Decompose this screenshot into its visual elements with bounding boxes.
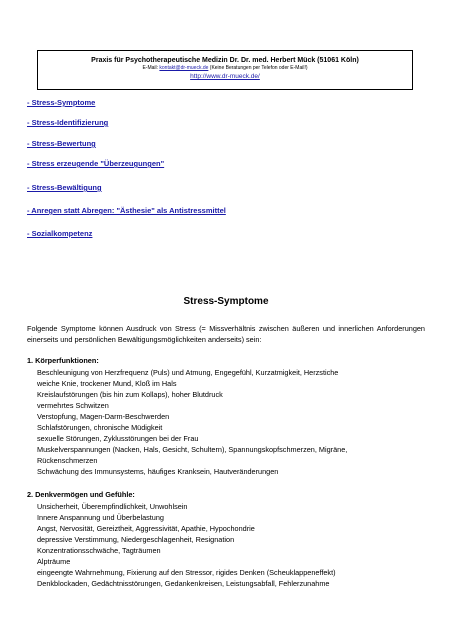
toc-link-ueberzeugungen[interactable]: - Stress erzeugende "Überzeugungen" bbox=[27, 159, 165, 168]
symptom-list-koerper bbox=[37, 367, 427, 477]
list-item: Alpträume bbox=[37, 557, 71, 566]
list-item: Beschleunigung von Herzfrequenz (Puls) und Atmung, Engegefühl, Kurzatmigkeit, Herzstiche bbox=[37, 368, 339, 377]
toc-link-stress-bewaeltigung[interactable]: - Stress-Bewältigung bbox=[27, 183, 102, 192]
list-item: eingeengte Wahrnehmung, Fixierung auf den Stressor, rigides Denken (Scheuklappeneffekt) bbox=[37, 568, 336, 577]
list-item: weiche Knie, trockener Mund, Kloß im Hals bbox=[37, 379, 177, 388]
email-note: (Keine Beratungen per Telefon oder E-Mail!) bbox=[208, 65, 308, 71]
group-heading-denkvermoegen: 2. Denkvermögen und Gefühle: bbox=[27, 490, 135, 499]
toc-link-stress-symptome[interactable]: - Stress-Symptome bbox=[27, 98, 96, 107]
list-item: Denkblockaden, Gedächtnisstörungen, Gedankenkreisen, Leistungsabfall, Fehlerzunahme bbox=[37, 579, 330, 588]
list-item: sexuelle Störungen, Zyklusstörungen bei der Frau bbox=[37, 434, 199, 443]
list-item: depressive Verstimmung, Niedergeschlagenheit, Resignation bbox=[37, 535, 235, 544]
section-title: Stress-Symptome bbox=[183, 296, 269, 307]
toc-link-stress-bewertung[interactable]: - Stress-Bewertung bbox=[27, 139, 96, 148]
list-item: Konzentrationsschwäche, Tagträumen bbox=[37, 546, 161, 555]
list-item: Muskelverspannungen (Nacken, Hals, Gesicht, Schultern), Spannungskopfschmerzen, Migräne, bbox=[37, 445, 348, 454]
list-item: Innere Anspannung und Überbelastung bbox=[37, 513, 164, 522]
email-link[interactable]: kontakt@dr-mueck.de bbox=[159, 65, 209, 71]
toc-link-stress-identifizierung[interactable]: - Stress-Identifizierung bbox=[27, 118, 109, 127]
group-heading-koerperfunktionen: 1. Körperfunktionen: bbox=[27, 356, 99, 365]
website-link[interactable]: http://www.dr-mueck.de/ bbox=[190, 73, 260, 80]
list-item: Schwächung des Immunsystems, häufiges Kranksein, Hautveränderungen bbox=[37, 467, 279, 476]
contact-line bbox=[38, 65, 412, 72]
list-item: Kreislaufstörungen (bis hin zum Kollaps), hoher Blutdruck bbox=[37, 390, 223, 399]
list-item: Verstopfung, Magen-Darm-Beschwerden bbox=[37, 412, 170, 421]
list-item: vermehrtes Schwitzen bbox=[37, 401, 109, 410]
toc-link-sozialkompetenz[interactable]: - Sozialkompetenz bbox=[27, 229, 93, 238]
list-item: Rückenschmerzen bbox=[37, 456, 98, 465]
intro-paragraph: Folgende Symptome können Ausdruck von Stress (= Missverhältnis zwischen äußeren und innerlichen Anforderungen einerseits und persönlichen Bewältigungsmöglichkeiten anderseits) sein: bbox=[27, 324, 425, 344]
list-item: Schlafstörungen, chronische Müdigkeit bbox=[37, 423, 163, 432]
list-item: Angst, Nervosität, Gereiztheit, Aggressivität, Apathie, Hypochondrie bbox=[37, 524, 255, 533]
symptom-list-denken bbox=[37, 501, 427, 589]
practice-title: Praxis für Psychotherapeutische Medizin Dr. Dr. med. Herbert Mück (51061 Köln) bbox=[91, 57, 359, 64]
email-prefix: E-Mail: bbox=[142, 65, 160, 71]
practice-header bbox=[37, 50, 413, 90]
toc-link-aesthesie[interactable]: - Anregen statt Abregen: "Ästhesie" als Antistressmittel bbox=[27, 206, 226, 215]
list-item: Unsicherheit, Überempfindlichkeit, Unwohlsein bbox=[37, 502, 188, 511]
